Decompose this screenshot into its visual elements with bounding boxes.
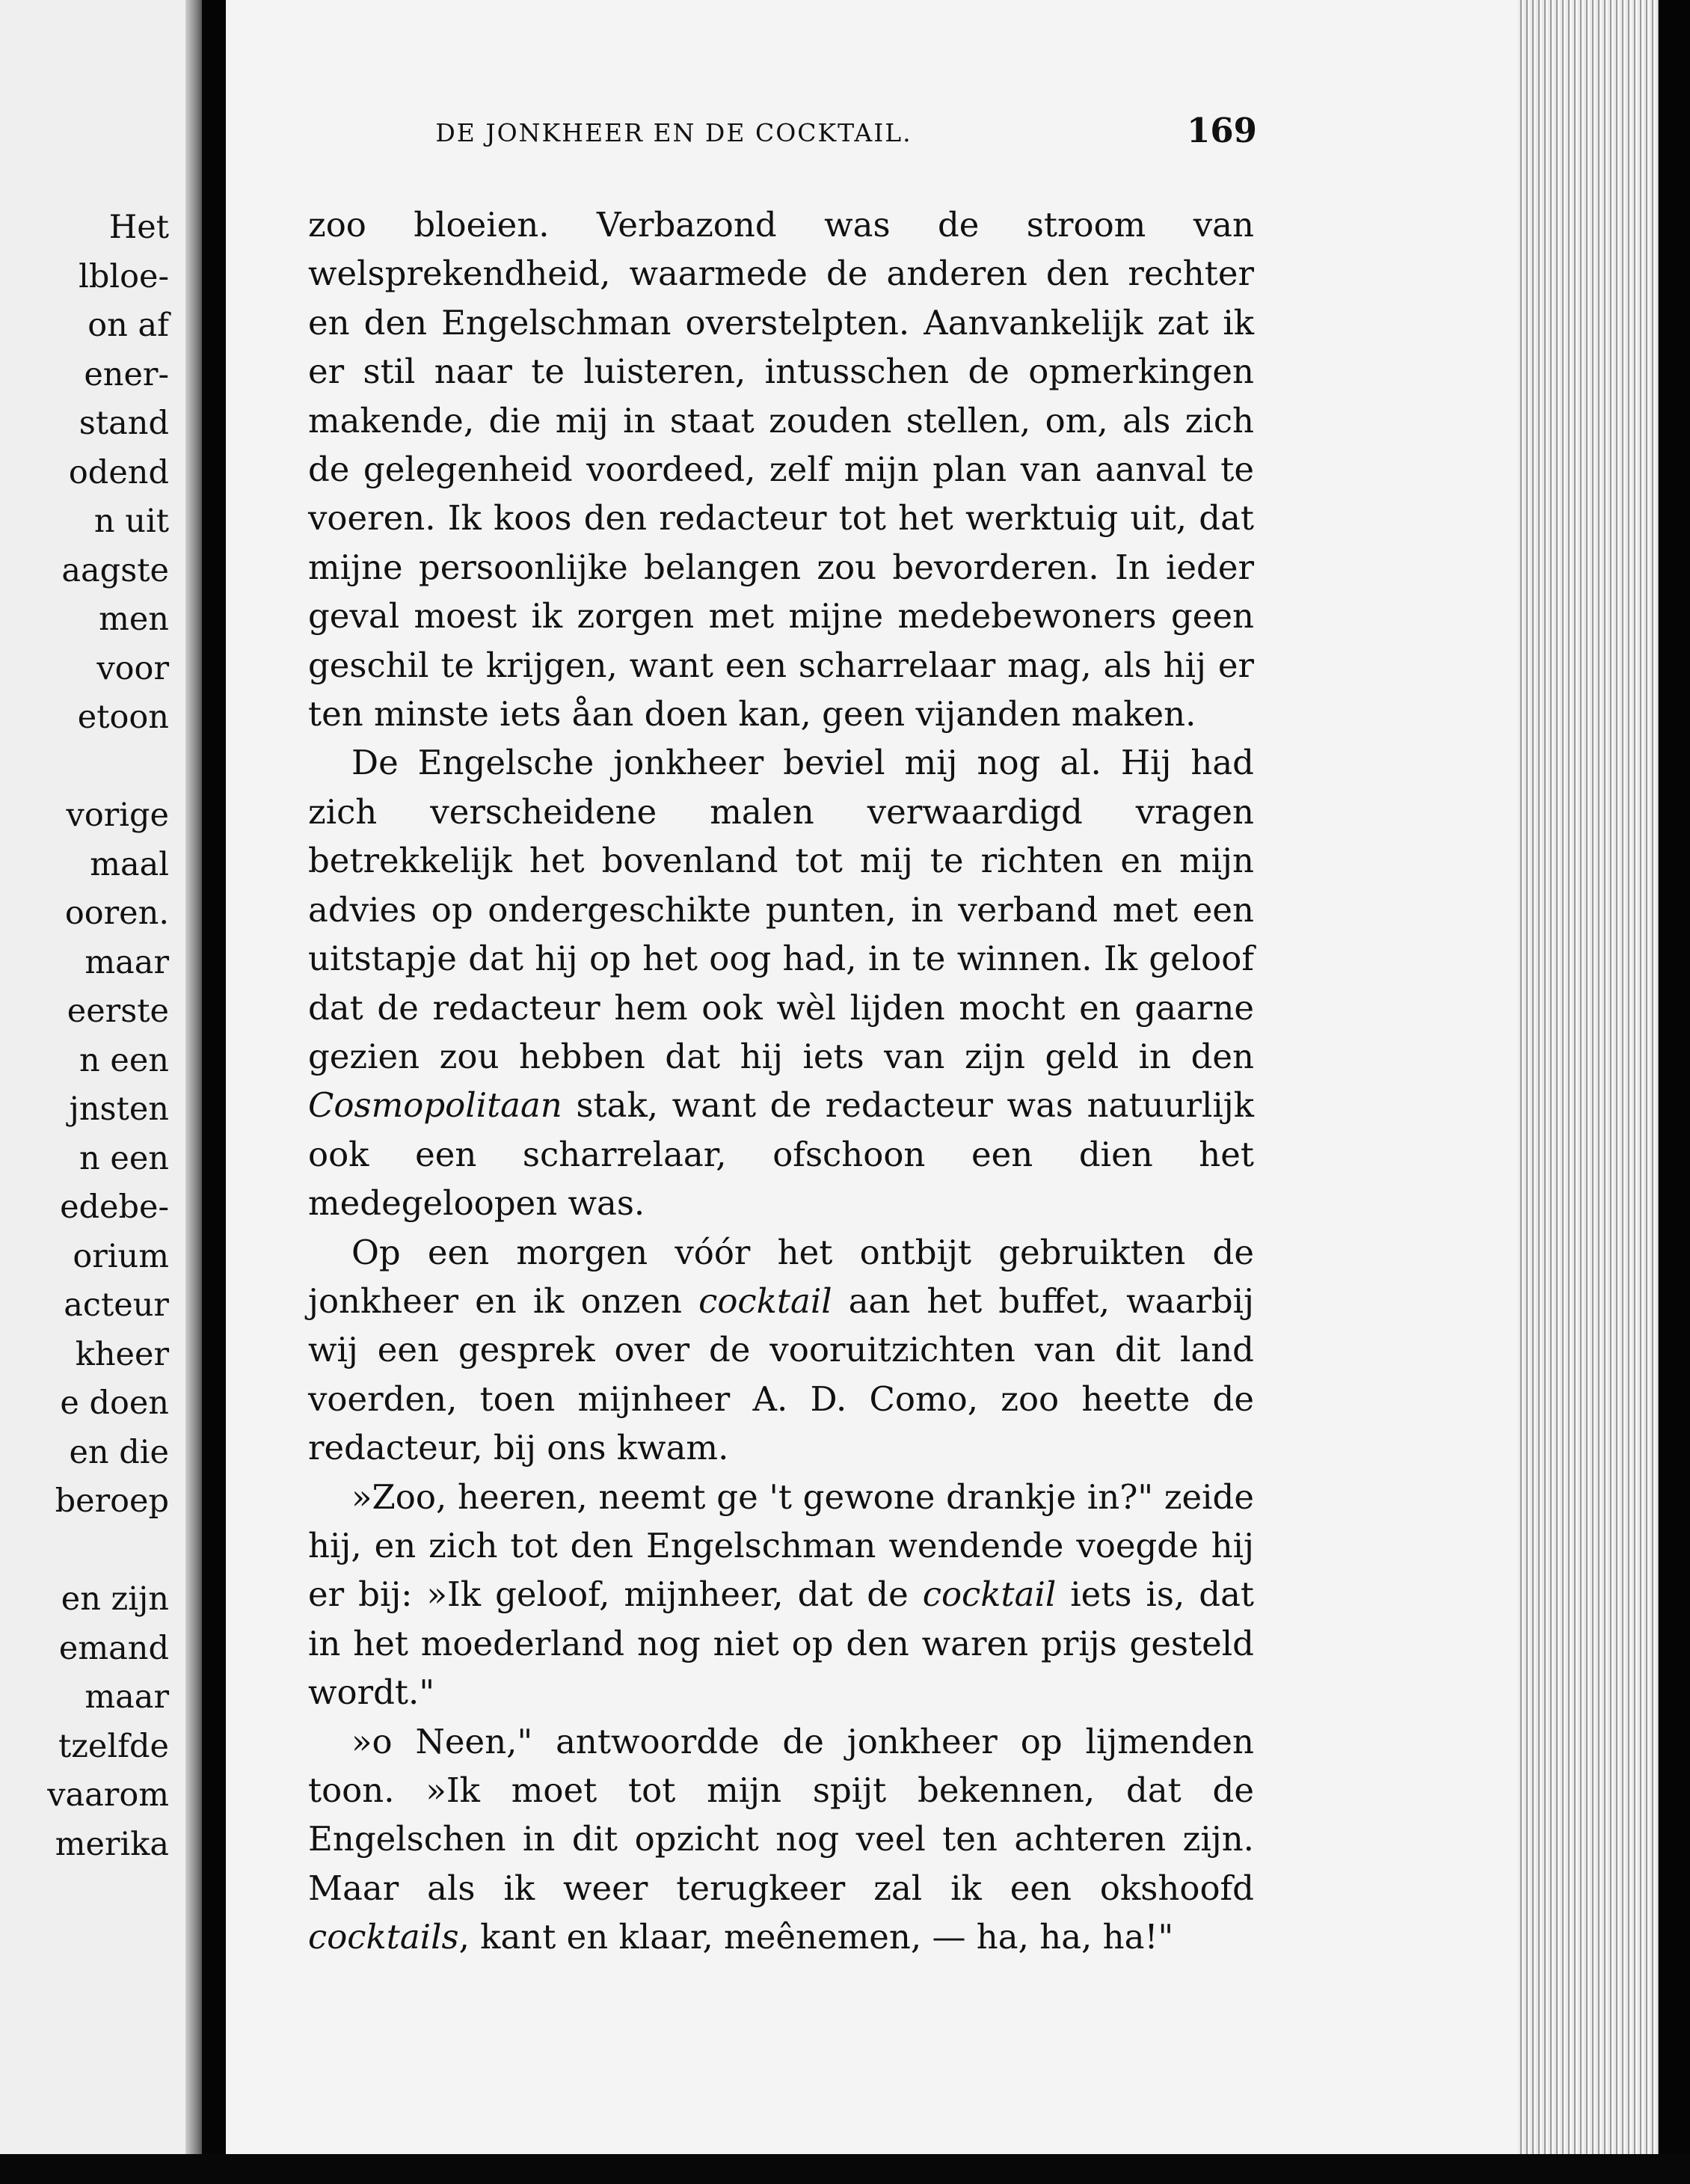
facing-line: etoon [77, 699, 169, 736]
book-spine [202, 0, 226, 2156]
facing-line: merika [55, 1825, 169, 1863]
facing-line: acteur [64, 1286, 169, 1324]
facing-line: eerste [67, 993, 169, 1030]
facing-line: on af [87, 307, 169, 344]
facing-line: ooren. [64, 895, 169, 932]
facing-line: stand [79, 405, 169, 442]
paragraph-text: »Zoo, heeren, neemt ge 't gewone drankje in?" zeide hij, en zich tot den Engelschman wendende voegde hij er bij: »Ik geloof, mijnheer, dat de [308, 1476, 1254, 1615]
paragraph [308, 200, 1254, 738]
italic-term: cocktail [698, 1280, 832, 1321]
paragraph-text: zoo bloeien. Verbazond was de stroom van welsprekendheid, waarmede de anderen den rechter en den Engelschman overstelpten. Aanvankelijk zat ik er stil naar te luisteren, intusschen de opmerkingen makende, die mij in staat zouden stellen, om, als zich de gelegenheid voordeed, zelf mijn plan van aanval te voeren. Ik koos den redacteur tot het werktuig uit, dat mijne persoonlijke belangen zou bevorderen. In ieder geval moest ik zorgen met mijne medebewoners geen geschil te krijgen, want een scharrelaar mag, als hij er ten minste iets åan doen kan, geen vijanden maken. [308, 205, 1254, 734]
scan-border-bottom [0, 2154, 1690, 2184]
facing-line: orium [73, 1237, 169, 1275]
facing-line: maar [84, 1678, 169, 1716]
running-title: DE JONKHEER EN DE COCKTAIL. [435, 118, 912, 147]
facing-line: kheer [75, 1335, 169, 1373]
facing-line: n een [79, 1139, 169, 1177]
paragraph [308, 1228, 1254, 1473]
facing-line: jnsten [69, 1091, 169, 1128]
paragraph [308, 1717, 1254, 1962]
facing-line: edebe- [60, 1188, 169, 1226]
running-head [300, 111, 1257, 163]
facing-page [0, 0, 185, 2154]
page-number: 169 [1187, 111, 1257, 150]
facing-line: maar [84, 943, 169, 981]
paragraph [308, 1473, 1254, 1717]
facing-line: en die [69, 1433, 169, 1471]
facing-line: lbloe- [79, 257, 169, 295]
paragraph-text: Op een morgen vóór het ontbijt gebruikten de jonkheer en ik onzen [308, 1232, 1254, 1321]
paragraph-text: De Engelsche jonkheer beviel mij nog al. Hij had zich verscheidene malen verwaardigd vragen betrekkelijk het bovenland tot mij te richten en mijn advies op ondergeschikte punten, in verband met een uitstapje dat hij op het oog had, in te winnen. Ik geloof dat de redacteur hem ook wèl lijden mocht en gaarne gezien zou hebben dat hij iets van zijn geld in den [308, 743, 1254, 1076]
facing-line: voor [96, 649, 169, 687]
italic-title: Cosmopolitaan [308, 1085, 562, 1126]
facing-line: Het [108, 209, 169, 246]
paragraph-text: , kant en klaar, meênemen, — ha, ha, ha!" [458, 1917, 1174, 1957]
facing-line: tzelfde [58, 1727, 169, 1765]
paragraph-text: iets is, dat in het moederland nog niet op den waren prijs gesteld wordt." [308, 1574, 1254, 1713]
facing-page-text [47, 203, 169, 1869]
body-text [308, 200, 1254, 1962]
paragraph-text: »o Neen," antwoordde de jonkheer op lijmenden toon. »Ik moet tot mijn spijt bekennen, dat de Engelschen in dit opzicht nog veel ten achteren zijn. Maar als ik weer terugkeer zal ik een okshoofd [308, 1721, 1254, 1908]
facing-line: aagste [61, 551, 169, 589]
facing-line: men [99, 601, 169, 638]
italic-term: cocktails [308, 1917, 459, 1957]
facing-line: e doen [60, 1384, 169, 1422]
page-edges [1518, 0, 1668, 2169]
facing-line: beroep [55, 1482, 169, 1520]
paragraph-text: stak, want de redacteur was natuurlijk ook een scharrelaar, ofschoon een dien het medegeloopen was. [308, 1085, 1255, 1224]
facing-line: odend [68, 453, 169, 491]
facing-line: ener- [84, 355, 169, 393]
facing-line: maal [90, 845, 169, 883]
facing-line-gap [47, 743, 169, 792]
scan-border-right [1659, 0, 1690, 2184]
facing-line: emand [58, 1629, 169, 1667]
paragraph-text: aan het buffet, waarbij wij een gesprek over de vooruitzichten van dit land voerden, toen mijnheer A. D. Como, zoo heette de redacteur, bij ons kwam. [308, 1280, 1254, 1468]
facing-line: n een [79, 1041, 169, 1079]
italic-term: cocktail [922, 1574, 1057, 1615]
paragraph [308, 738, 1254, 1227]
facing-line-gap [47, 1527, 169, 1576]
facing-line: vaarom [47, 1776, 169, 1814]
facing-line: en zijn [61, 1580, 169, 1618]
facing-line: n uit [93, 503, 169, 540]
facing-line: vorige [66, 797, 169, 834]
